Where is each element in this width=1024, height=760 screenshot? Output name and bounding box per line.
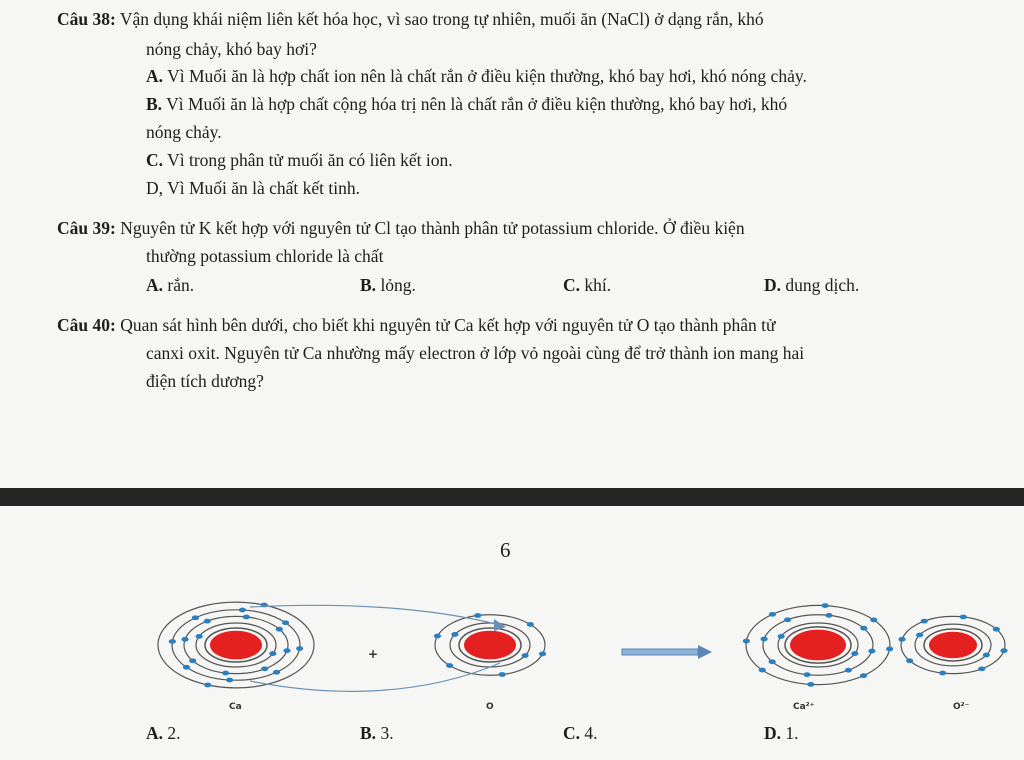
q38-option-b-line2: nóng chảy. bbox=[146, 122, 222, 142]
q40-option-b-letter: B. bbox=[360, 723, 377, 743]
q38-stem-line1 bbox=[57, 8, 969, 30]
reaction-arrow-icon bbox=[622, 645, 712, 659]
electron bbox=[273, 670, 280, 675]
q40-option-c-text: 4. bbox=[584, 723, 598, 743]
electron bbox=[845, 668, 852, 673]
electron bbox=[807, 682, 814, 687]
q39-option-d-text: dung dịch. bbox=[785, 275, 860, 295]
electron bbox=[474, 613, 481, 618]
q38-option-d-text: Vì Muối ăn là chất kết tinh. bbox=[167, 178, 361, 198]
nucleus bbox=[929, 632, 977, 658]
q40-option-b bbox=[360, 722, 394, 744]
q39-option-d bbox=[764, 274, 859, 296]
q38-option-b-letter: B. bbox=[146, 94, 163, 114]
electron bbox=[886, 647, 893, 652]
electron bbox=[446, 663, 453, 668]
electron bbox=[276, 627, 283, 632]
electron bbox=[916, 633, 923, 638]
electron bbox=[261, 666, 268, 671]
electron bbox=[296, 646, 303, 651]
electron bbox=[759, 668, 766, 673]
electron bbox=[1000, 648, 1007, 653]
atom-diagram bbox=[0, 585, 1024, 715]
q38-stem-text-1: Vận dụng khái niệm liên kết hóa học, vì sao trong tự nhiên, muối ăn (NaCl) ở dạng rắn, khó bbox=[119, 9, 764, 29]
electron bbox=[527, 622, 534, 627]
o-ion bbox=[898, 615, 1007, 676]
q38-option-c bbox=[146, 149, 453, 171]
q38-stem-line2: nóng chảy, khó bay hơi? bbox=[146, 39, 317, 59]
q39-option-c-letter: C. bbox=[563, 275, 581, 295]
electron bbox=[183, 665, 190, 670]
q40-number: Câu 40: bbox=[57, 315, 116, 335]
electron bbox=[822, 603, 829, 608]
q38-option-a bbox=[146, 65, 807, 87]
electron bbox=[769, 612, 776, 617]
q40-option-c-letter: C. bbox=[563, 723, 581, 743]
q39-option-d-letter: D. bbox=[764, 275, 782, 295]
q38-option-b bbox=[146, 93, 787, 115]
q40-option-d-text: 1. bbox=[785, 723, 799, 743]
electron bbox=[868, 649, 875, 654]
q38-option-c-text: Vì trong phân tử muối ăn có liên kết ion. bbox=[167, 150, 453, 170]
electron bbox=[169, 639, 176, 644]
electron bbox=[760, 637, 767, 642]
electron bbox=[960, 615, 967, 620]
nucleus bbox=[210, 631, 262, 660]
electron bbox=[181, 637, 188, 642]
electron bbox=[769, 659, 776, 664]
q39-option-b-text: lỏng. bbox=[380, 275, 416, 295]
electron bbox=[851, 651, 858, 656]
q39-stem-text-1: Nguyên tử K kết hợp với nguyên tử Cl tạo thành phân tử potassium chloride. Ở điều kiện bbox=[120, 218, 745, 238]
q39-option-a-text: rắn. bbox=[167, 275, 195, 295]
q39-option-c-text: khí. bbox=[584, 275, 612, 295]
electron bbox=[269, 651, 276, 656]
label-o: O bbox=[486, 702, 494, 712]
q40-stem-line2: canxi oxit. Nguyên tử Ca nhường mấy electron ở lớp vỏ ngoài cùng để trở thành ion mang hai bbox=[146, 343, 805, 363]
electron bbox=[983, 653, 990, 658]
electron bbox=[978, 666, 985, 671]
q38-option-d bbox=[146, 177, 360, 199]
nucleus bbox=[790, 630, 846, 661]
electron bbox=[898, 637, 905, 642]
q40-stem-text-1: Quan sát hình bên dưới, cho biết khi nguyên tử Ca kết hợp với nguyên tử O tạo thành phân tử bbox=[120, 315, 776, 335]
page-number: 6 bbox=[500, 538, 511, 562]
electron bbox=[921, 619, 928, 624]
q40-stem-line3: điện tích dương? bbox=[146, 371, 264, 391]
nucleus bbox=[464, 631, 516, 660]
q40-option-c bbox=[563, 722, 598, 744]
label-ca: Ca bbox=[229, 702, 242, 712]
ca-ion bbox=[743, 603, 893, 687]
q38-option-a-text: Vì Muối ăn là hợp chất ion nên là chất rắn ở điều kiện thường, khó bay hơi, khó nóng chảy. bbox=[167, 66, 807, 86]
electron bbox=[784, 617, 791, 622]
electron bbox=[451, 632, 458, 637]
label-o-ion: O²⁻ bbox=[953, 702, 970, 712]
electron bbox=[499, 672, 506, 677]
q40-option-d-letter: D. bbox=[764, 723, 782, 743]
electron bbox=[243, 615, 250, 620]
electron bbox=[522, 653, 529, 658]
q40-option-a bbox=[146, 722, 181, 744]
electron bbox=[192, 615, 199, 620]
electron bbox=[860, 626, 867, 631]
electron bbox=[860, 673, 867, 678]
electron bbox=[803, 672, 810, 677]
q38-option-d-letter: D, bbox=[146, 178, 164, 198]
label-ca-ion: Ca²⁺ bbox=[793, 702, 815, 712]
q38-number: Câu 38: bbox=[57, 9, 116, 29]
q40-option-b-text: 3. bbox=[380, 723, 394, 743]
electron bbox=[778, 634, 785, 639]
q40-stem-line1 bbox=[57, 314, 775, 336]
q39-option-a-letter: A. bbox=[146, 275, 164, 295]
q39-option-b bbox=[360, 274, 416, 296]
q39-number: Câu 39: bbox=[57, 218, 116, 238]
electron bbox=[189, 658, 196, 663]
q38-option-a-letter: A. bbox=[146, 66, 164, 86]
electron bbox=[434, 634, 441, 639]
page-separator bbox=[0, 488, 1024, 506]
q39-stem-line1 bbox=[57, 217, 745, 239]
electron bbox=[222, 671, 229, 676]
q39-option-a bbox=[146, 274, 194, 296]
q39-option-b-letter: B. bbox=[360, 275, 377, 295]
electron bbox=[204, 683, 211, 688]
electron bbox=[825, 613, 832, 618]
q40-option-d bbox=[764, 722, 799, 744]
q39-stem-line2: thường potassium chloride là chất bbox=[146, 246, 384, 266]
electron bbox=[239, 608, 246, 613]
electron bbox=[283, 648, 290, 653]
plus-sign: + bbox=[368, 647, 379, 661]
electron bbox=[906, 658, 913, 663]
electron bbox=[226, 678, 233, 683]
electron bbox=[539, 652, 546, 657]
q39-option-c bbox=[563, 274, 611, 296]
electron bbox=[282, 620, 289, 625]
electron bbox=[993, 627, 1000, 632]
electron bbox=[196, 634, 203, 639]
q40-option-a-text: 2. bbox=[167, 723, 181, 743]
electron bbox=[939, 671, 946, 676]
q38-option-b-text: Vì Muối ăn là hợp chất cộng hóa trị nên là chất rắn ở điều kiện thường, khó bay hơi, khó bbox=[166, 94, 788, 114]
q40-option-a-letter: A. bbox=[146, 723, 164, 743]
electron bbox=[204, 619, 211, 624]
ca-atom bbox=[158, 602, 314, 688]
electron bbox=[870, 618, 877, 623]
q38-option-c-letter: C. bbox=[146, 150, 164, 170]
electron bbox=[743, 639, 750, 644]
